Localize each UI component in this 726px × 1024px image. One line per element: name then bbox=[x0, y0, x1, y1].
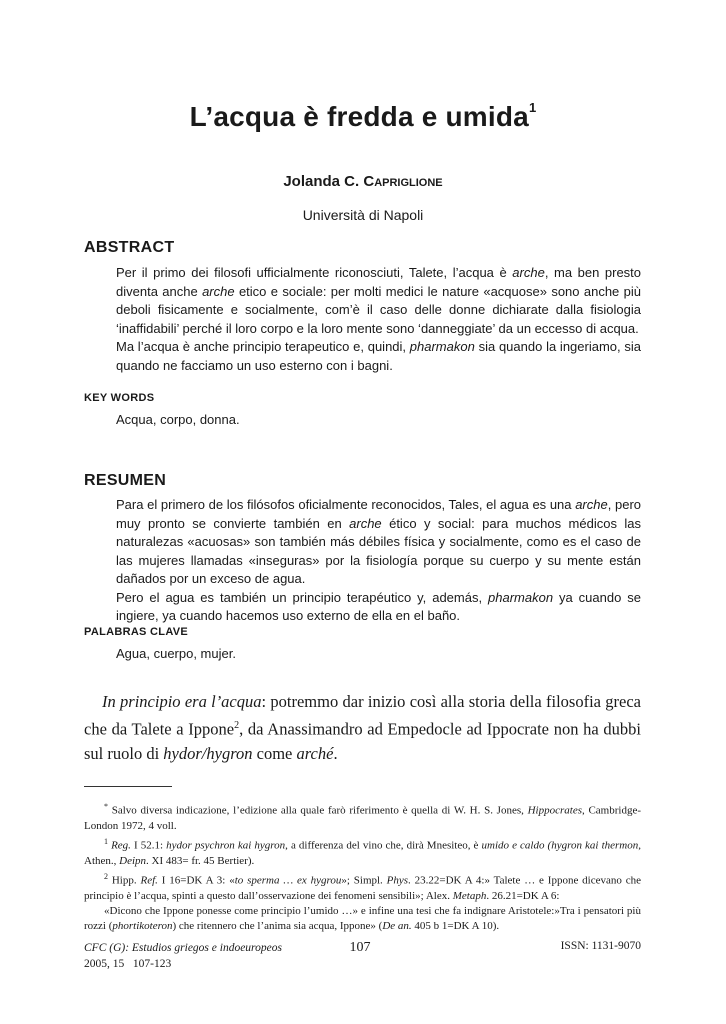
abstract-text: Per il primo dei filosofi ufficialmente riconosciuti, Talete, l’acqua è bbox=[116, 265, 513, 280]
resumen-term: pharmakon bbox=[488, 589, 554, 605]
footnote-italic: phortikoteron bbox=[112, 920, 173, 933]
resumen-text: ya cuando se ingiere, ya cuando hacemos uso externo de ella en el baño. bbox=[116, 589, 641, 623]
resumen-text: ético y social: para muchos médicos las naturalezas «acuosas» son también más débiles física y socialmente, como es el caso de las mujeres llamadas «inseguras» por la fisiología porque su cuerpo y su mente están dañados por un exceso de agua. bbox=[116, 515, 641, 586]
palabras-clave-heading: PALABRAS CLAVE bbox=[84, 626, 189, 638]
footnote-mark: * bbox=[104, 802, 108, 811]
author-first-name: Jolanda C. bbox=[283, 173, 360, 190]
footnote-ref: 2 bbox=[234, 720, 240, 731]
footnote-text: ) che ritennero che l’anima sia acqua, Ippone» ( bbox=[172, 920, 383, 933]
abstract-body bbox=[116, 264, 641, 375]
footnote-text: Hipp. bbox=[108, 874, 141, 887]
footnote-text: Salvo diversa indicazione, l’edizione alla quale farò riferimento è quella di W. H. S. Jones, bbox=[108, 804, 528, 817]
resumen-text: , pero muy pronto se convierte también en bbox=[116, 497, 642, 531]
footnote-italic: to sperma … ex hygrou bbox=[234, 874, 342, 887]
footnote-text: I 16=DK A 3: « bbox=[157, 874, 235, 887]
resumen-paragraph-2 bbox=[116, 589, 641, 626]
footnote-text: . XI 483= fr. 45 Bertier). bbox=[146, 854, 255, 867]
title-footnote-mark: 1 bbox=[528, 100, 537, 115]
intro-paragraph bbox=[84, 690, 641, 766]
keywords: Acqua, corpo, donna. bbox=[116, 412, 240, 427]
intro-text: come bbox=[252, 743, 297, 763]
resumen-body bbox=[116, 496, 641, 626]
footnote-italic: Ref. bbox=[140, 874, 158, 887]
intro-text: , da Anassimandro ad Empedocle ad Ippocrate non ha dubbi sul ruolo di bbox=[84, 719, 641, 763]
footnote-rule bbox=[84, 786, 172, 787]
intro-term: hydor/hygron bbox=[163, 743, 253, 763]
journal-volume: 2005, 15 107-123 bbox=[84, 958, 172, 970]
footnote-italic: umido e caldo (hygron kai thermon bbox=[481, 839, 639, 852]
abstract-heading: ABSTRACT bbox=[84, 239, 175, 256]
affiliation: Università di Napoli bbox=[302, 207, 424, 223]
resumen-term: arche bbox=[575, 497, 608, 512]
resumen-text: Pero el agua es también un principio terapéutico y, además, bbox=[116, 589, 489, 605]
footnote-text: . 23.22=DK A 4:» Talete … e Ippone dicevano che principio è l’acqua, spinti a questo dall’osservazione dei fenomeni sensibili»; Alex. bbox=[84, 874, 642, 902]
page-number: 107 bbox=[349, 940, 371, 955]
footnotes bbox=[84, 799, 641, 935]
journal-name: CFC (G): Estudios griegos e indoeuropeos bbox=[84, 942, 282, 954]
footnote-italic: Deipn bbox=[119, 854, 147, 867]
journal-citation bbox=[84, 940, 282, 972]
footnote-italic: hydor psychron kai hygron bbox=[166, 839, 286, 852]
abstract-term: arche bbox=[202, 283, 235, 299]
abstract-text: etico e sociale: per molti medici le nature «acquose» sono anche più deboli fisicamente e socialmente, com’è il caso delle donne dichiarate dalla fisiologia ‘inaffidabili’ perché il loro corpo e la loro mente sono ‘danneggiate’ da un eccesso di acqua. bbox=[116, 283, 641, 336]
issn: ISSN: 1131-9070 bbox=[560, 940, 641, 952]
footnote-text: , Cambridge-London 1972, 4 voll. bbox=[84, 804, 641, 832]
intro-italic-lead: In principio era l’acqua bbox=[102, 692, 262, 711]
footnote-italic: Reg. bbox=[111, 839, 131, 852]
resumen-term: arche bbox=[349, 515, 382, 531]
footnote-italic: Phys bbox=[386, 874, 409, 887]
abstract-term: pharmakon bbox=[409, 339, 475, 354]
abstract-text: Ma l’acqua è anche principio terapeutico e, quindi, bbox=[116, 339, 410, 354]
intro-text: . bbox=[333, 743, 338, 763]
abstract-term: arche bbox=[512, 265, 545, 280]
footnote-2 bbox=[84, 869, 641, 904]
abstract-paragraph-2 bbox=[116, 338, 641, 375]
footnote-2-continued bbox=[84, 904, 641, 934]
palabras-clave: Agua, cuerpo, mujer. bbox=[116, 646, 236, 661]
resumen-paragraph-1 bbox=[116, 496, 641, 589]
footnote-text: «Dicono che Ippone ponesse come principio l’umido …» e infine una tesi che fa indignare Aristotele:»Tra i pensatori più rozzi ( bbox=[84, 905, 641, 933]
paper-title bbox=[0, 100, 726, 133]
footnote-text: I 52.1: bbox=[130, 839, 167, 852]
footnote-italic: Metaph bbox=[452, 889, 487, 902]
resumen-text: Para el primero de los filósofos oficialmente reconocidos, Tales, el agua es una bbox=[116, 497, 576, 512]
abstract-paragraph-1 bbox=[116, 264, 641, 338]
author-last-name: Capriglione bbox=[363, 173, 443, 190]
footnote-text: »; Simpl. bbox=[341, 874, 387, 887]
author-name bbox=[0, 173, 726, 190]
keywords-heading: KEY WORDS bbox=[84, 392, 155, 404]
footnote-italic: Hippocrates bbox=[527, 804, 582, 817]
footnote-star bbox=[84, 799, 641, 834]
footnote-text: , Athen., bbox=[84, 839, 641, 867]
footnote-italic: De an. bbox=[382, 920, 412, 933]
footnote-text: 405 b 1=DK A 10). bbox=[411, 920, 500, 933]
footnote-text: , a differenza del vino che, dirà Mnesiteo, è bbox=[285, 839, 482, 852]
resumen-heading: RESUMEN bbox=[84, 472, 167, 489]
intro-term: arché bbox=[296, 743, 334, 763]
intro-text: : potremmo dar inizio così alla storia della filosofia greca che da Talete a Ippone bbox=[84, 692, 641, 739]
abstract-text: sia quando la ingeriamo, sia quando ne facciamo un uso esterno con i bagni. bbox=[116, 339, 641, 373]
abstract-text: , ma ben presto diventa anche bbox=[116, 265, 642, 299]
paper-title-text: L’acqua è fredda e umida bbox=[189, 101, 529, 132]
footnote-text: . 26.21=DK A 6: bbox=[486, 889, 560, 902]
footnote-mark: 2 bbox=[104, 872, 108, 882]
footnote-1 bbox=[84, 834, 641, 869]
footnote-mark: 1 bbox=[104, 837, 108, 847]
